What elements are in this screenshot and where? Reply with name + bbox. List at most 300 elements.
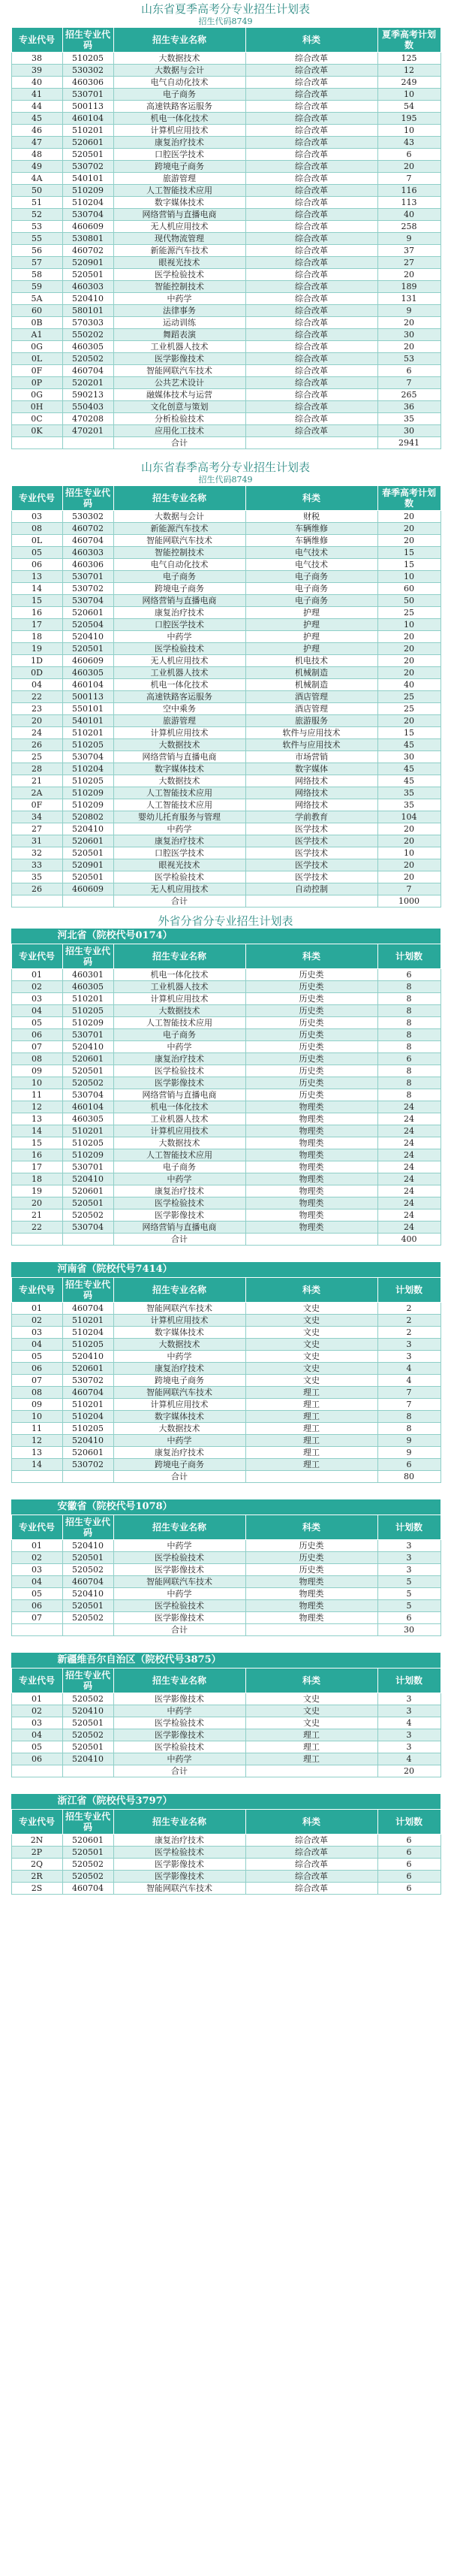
province-band: 安徽省（院校代号1078） (11, 1499, 440, 1514)
table-cell: 510205 (62, 53, 113, 65)
table-cell: 460104 (62, 679, 113, 691)
table-cell (62, 1624, 113, 1636)
plan-table (11, 485, 441, 907)
table-cell: 24 (377, 1173, 440, 1185)
table-cell: 人工智能技术应用 (113, 799, 245, 811)
table-cell: 28 (11, 763, 62, 775)
table-cell: 460704 (62, 535, 113, 547)
table-cell: 10 (377, 619, 440, 631)
table-cell: 510205 (62, 775, 113, 787)
table-cell: 大数据技术 (113, 775, 245, 787)
table-row (11, 1717, 440, 1729)
table-cell: 中药学 (113, 1041, 245, 1053)
table-cell: 60 (377, 583, 440, 595)
table-cell: 康复治疗技术 (113, 835, 245, 847)
table-cell: 财税 (245, 511, 377, 523)
table-header-row (11, 28, 440, 53)
table-cell: 新能源汽车技术 (113, 523, 245, 535)
table-cell: 04 (11, 679, 62, 691)
table-row (11, 631, 440, 643)
table-row (11, 125, 440, 137)
table-cell: 医学影像技术 (113, 1729, 245, 1741)
table-cell: 理工 (245, 1459, 377, 1471)
table-cell: 中药学 (113, 1753, 245, 1765)
column-header: 招生专业名称 (113, 1669, 245, 1693)
table-cell: 9 (377, 305, 440, 317)
table-cell: 520501 (62, 149, 113, 161)
table-cell (11, 437, 62, 449)
table-row (11, 221, 440, 233)
table-cell: 康复治疗技术 (113, 1363, 245, 1375)
table-cell: 8 (377, 1065, 440, 1077)
table-cell: 460303 (62, 547, 113, 559)
table-header-row (11, 1278, 440, 1303)
table-cell (62, 895, 113, 907)
section-title: 山东省夏季高考分专业招生计划表 (140, 2, 310, 16)
table-cell: 2941 (377, 437, 440, 449)
table-cell: 文史 (245, 1327, 377, 1339)
column-header: 专业代号 (11, 1810, 62, 1835)
table-cell: 工业机器人技术 (113, 1113, 245, 1125)
table-cell: 07 (11, 1612, 62, 1624)
table-cell: 520502 (62, 1077, 113, 1089)
table-cell: 历史类 (245, 969, 377, 981)
table-cell: 3 (377, 1540, 440, 1552)
sections-container (0, 2, 451, 1895)
table-cell: 综合改革 (245, 173, 377, 185)
table-cell: 520601 (62, 607, 113, 619)
table-row (11, 113, 440, 125)
table-cell: 历史类 (245, 1041, 377, 1053)
table-row (11, 1197, 440, 1209)
table-cell: 酒店管理 (245, 703, 377, 715)
table-header-row (11, 944, 440, 969)
table-cell: 510209 (62, 787, 113, 799)
table-cell: 合计 (113, 1765, 245, 1777)
table-row (11, 1041, 440, 1053)
table-cell: 综合改革 (245, 77, 377, 89)
table-cell: 01 (11, 1540, 62, 1552)
table-cell: 中药学 (113, 823, 245, 835)
table-cell (62, 1765, 113, 1777)
table-cell: 智能控制技术 (113, 281, 245, 293)
table-cell: 大数据技术 (113, 1423, 245, 1435)
table-cell: 物理类 (245, 1125, 377, 1137)
table-row (11, 607, 440, 619)
table-cell: 520501 (62, 643, 113, 655)
table-cell: 6 (377, 1859, 440, 1871)
table-cell: 520410 (62, 631, 113, 643)
table-row (11, 1459, 440, 1471)
table-cell: 20 (377, 523, 440, 535)
table-cell: 460704 (62, 1303, 113, 1315)
column-header: 专业代号 (11, 944, 62, 969)
table-row (11, 413, 440, 425)
table-cell: 45 (377, 763, 440, 775)
table-cell: 理工 (245, 1387, 377, 1399)
table-cell: 530302 (62, 511, 113, 523)
column-header: 科类 (245, 1810, 377, 1835)
table-cell: 新能源汽车技术 (113, 245, 245, 257)
table-cell: 2Q (11, 1859, 62, 1871)
table-cell: 520601 (62, 1053, 113, 1065)
table-cell: 物理类 (245, 1209, 377, 1222)
table-cell: 理工 (245, 1399, 377, 1411)
table-cell: 医学检验技术 (113, 269, 245, 281)
table-cell: 数字媒体技术 (113, 197, 245, 209)
table-cell: 07 (11, 1041, 62, 1053)
table-row (11, 1089, 440, 1101)
table-cell: 8 (377, 1411, 440, 1423)
table-cell: 57 (11, 257, 62, 269)
table-cell: 学前教育 (245, 811, 377, 823)
table-row (11, 667, 440, 679)
table-cell: 综合改革 (245, 281, 377, 293)
table-cell: 综合改革 (245, 305, 377, 317)
table-cell: 20 (377, 715, 440, 727)
table-cell: 数字媒体 (245, 763, 377, 775)
table-row (11, 993, 440, 1005)
table-row (11, 511, 440, 523)
table-cell: 口腔医学技术 (113, 149, 245, 161)
table-cell: 4 (377, 1363, 440, 1375)
table-cell: 510201 (62, 1125, 113, 1137)
table-cell: 中药学 (113, 1588, 245, 1600)
table-cell: 综合改革 (245, 233, 377, 245)
table-cell: 58 (11, 269, 62, 281)
table-cell: 旅游管理 (113, 715, 245, 727)
table-cell: 20 (377, 535, 440, 547)
table-cell: 大数据技术 (113, 1005, 245, 1017)
table-cell: 综合改革 (245, 221, 377, 233)
table-cell: 520501 (62, 1717, 113, 1729)
table-cell: 法律事务 (113, 305, 245, 317)
table-cell: 25 (377, 607, 440, 619)
table-cell: 8 (377, 1041, 440, 1053)
column-header: 专业代号 (11, 28, 62, 53)
table-cell: 医学影像技术 (113, 1564, 245, 1576)
table-cell: 02 (11, 1705, 62, 1717)
table-cell: 物理类 (245, 1588, 377, 1600)
table-cell: 大数据技术 (113, 53, 245, 65)
plan-table (11, 944, 441, 1246)
table-cell: 工业机器人技术 (113, 341, 245, 353)
table-cell: 综合改革 (245, 101, 377, 113)
table-row (11, 1053, 440, 1065)
table-row (11, 619, 440, 631)
table-cell: 综合改革 (245, 329, 377, 341)
table-cell: 510201 (62, 993, 113, 1005)
table-cell: 530701 (62, 89, 113, 101)
table-cell: 4 (377, 1717, 440, 1729)
table-header-row (11, 1669, 440, 1693)
table-cell: 520502 (62, 1209, 113, 1222)
table-row (11, 1447, 440, 1459)
table-cell: 56 (11, 245, 62, 257)
table-cell: 530302 (62, 65, 113, 77)
table-cell: 48 (11, 149, 62, 161)
table-cell: 中药学 (113, 631, 245, 643)
table-cell: 跨境电子商务 (113, 583, 245, 595)
table-cell: 综合改革 (245, 389, 377, 401)
table-cell: 电气自动化技术 (113, 559, 245, 571)
table-row (11, 1065, 440, 1077)
table-cell: 无人机应用技术 (113, 655, 245, 667)
table-cell: 物理类 (245, 1197, 377, 1209)
column-header: 招生专业名称 (113, 28, 245, 53)
table-row (11, 739, 440, 751)
column-header: 专业代号 (11, 486, 62, 511)
table-cell: 综合改革 (245, 137, 377, 149)
table-cell: 08 (11, 1053, 62, 1065)
table-cell: 460104 (62, 1101, 113, 1113)
section-3 (11, 1262, 440, 1483)
table-cell: 物理类 (245, 1101, 377, 1113)
table-cell: 520502 (62, 1729, 113, 1741)
table-cell: 30 (377, 751, 440, 763)
table-cell: 10 (11, 1077, 62, 1089)
table-row (11, 547, 440, 559)
table-cell: 460704 (62, 1387, 113, 1399)
table-cell: 电子商务 (113, 1161, 245, 1173)
table-cell: 520410 (62, 1753, 113, 1765)
table-cell: 8 (377, 1029, 440, 1041)
table-cell: 520410 (62, 1041, 113, 1053)
table-cell: 520601 (62, 835, 113, 847)
table-cell: 历史类 (245, 1089, 377, 1101)
table-cell: 3 (377, 1351, 440, 1363)
table-cell: 530701 (62, 1161, 113, 1173)
column-header: 科类 (245, 1669, 377, 1693)
table-cell: 中药学 (113, 1705, 245, 1717)
section-title: 山东省春季高考分专业招生计划表 (140, 461, 310, 474)
table-cell: 电气技术 (245, 559, 377, 571)
table-cell: 跨境电子商务 (113, 161, 245, 173)
table-cell: 20 (377, 859, 440, 871)
table-cell: 物理类 (245, 1600, 377, 1612)
table-cell: 电子商务 (245, 571, 377, 583)
table-cell: 8 (377, 1089, 440, 1101)
table-cell: 机电一体化技术 (113, 113, 245, 125)
table-cell: 46 (11, 125, 62, 137)
table-cell: 综合改革 (245, 161, 377, 173)
table-cell: 460702 (62, 245, 113, 257)
table-cell: 20 (377, 823, 440, 835)
table-cell: 历史类 (245, 981, 377, 993)
table-cell: 中药学 (113, 1351, 245, 1363)
table-cell: 数字媒体技术 (113, 763, 245, 775)
table-cell: 5 (377, 1588, 440, 1600)
table-cell: 综合改革 (245, 65, 377, 77)
table-row (11, 823, 440, 835)
table-cell: 20 (377, 643, 440, 655)
table-cell: 25 (377, 703, 440, 715)
section-subtitle: 招生代码8749 (198, 475, 253, 485)
table-cell: 综合改革 (245, 257, 377, 269)
table-cell: 03 (11, 1717, 62, 1729)
table-cell: 护理 (245, 643, 377, 655)
table-cell: A1 (11, 329, 62, 341)
table-cell: 无人机应用技术 (113, 883, 245, 895)
table-cell: 智能网联汽车技术 (113, 1387, 245, 1399)
table-cell: 市场营销 (245, 751, 377, 763)
province-band: 浙江省（院校代号3797） (11, 1794, 440, 1809)
table-cell: 01 (11, 1303, 62, 1315)
table-cell: 工业机器人技术 (113, 981, 245, 993)
table-cell (11, 1471, 62, 1483)
table-cell: 婴幼儿托育服务与管理 (113, 811, 245, 823)
table-cell: 20 (11, 715, 62, 727)
table-cell: 500113 (62, 101, 113, 113)
column-header: 科类 (245, 486, 377, 511)
table-cell: 540101 (62, 715, 113, 727)
table-cell: 14 (11, 1125, 62, 1137)
table-row (11, 571, 440, 583)
table-cell: 网络营销与直播电商 (113, 209, 245, 221)
table-cell: 医学检验技术 (113, 1552, 245, 1564)
table-cell: 历史类 (245, 993, 377, 1005)
table-cell: 520502 (62, 1693, 113, 1705)
table-cell: 520502 (62, 1612, 113, 1624)
table-cell: 520410 (62, 1705, 113, 1717)
table-cell: 网络营销与直播电商 (113, 751, 245, 763)
table-cell: 510201 (62, 125, 113, 137)
table-cell: 04 (11, 1729, 62, 1741)
table-cell: 550403 (62, 401, 113, 413)
table-cell: 0B (11, 317, 62, 329)
table-cell: 530702 (62, 161, 113, 173)
table-cell: 合计 (113, 1234, 245, 1246)
table-cell: 06 (11, 1363, 62, 1375)
table-cell: 15 (11, 595, 62, 607)
table-cell: 1000 (377, 895, 440, 907)
table-cell: 27 (11, 823, 62, 835)
table-row (11, 969, 440, 981)
table-cell: 02 (11, 1315, 62, 1327)
table-cell: 高速铁路客运服务 (113, 101, 245, 113)
table-cell: 车辆维修 (245, 535, 377, 547)
table-cell: 文史 (245, 1375, 377, 1387)
table-cell: 电子商务 (245, 595, 377, 607)
table-cell: 中药学 (113, 1173, 245, 1185)
table-cell: 综合改革 (245, 1835, 377, 1847)
table-cell: 520410 (62, 1540, 113, 1552)
table-cell: 11 (11, 1423, 62, 1435)
table-cell: 38 (11, 53, 62, 65)
table-cell: 人工智能技术应用 (113, 787, 245, 799)
table-cell: 460702 (62, 523, 113, 535)
column-header: 招生专业名称 (113, 1278, 245, 1303)
table-cell: 470208 (62, 413, 113, 425)
table-row (11, 1303, 440, 1315)
table-row (11, 233, 440, 245)
table-cell: 34 (11, 811, 62, 823)
table-cell: 258 (377, 221, 440, 233)
table-cell: 物理类 (245, 1173, 377, 1185)
table-cell: 6 (377, 1459, 440, 1471)
table-header-row (11, 1810, 440, 1835)
column-header: 计划数 (377, 1515, 440, 1540)
table-row (11, 197, 440, 209)
table-cell: 460301 (62, 969, 113, 981)
table-cell: 35 (11, 871, 62, 883)
table-cell: 40 (377, 209, 440, 221)
table-row (11, 1859, 440, 1871)
table-cell: 舞蹈表演 (113, 329, 245, 341)
table-row (11, 787, 440, 799)
table-cell: 医学检验技术 (113, 643, 245, 655)
table-cell: 590213 (62, 389, 113, 401)
table-cell: 460609 (62, 655, 113, 667)
table-cell: 249 (377, 77, 440, 89)
column-header: 计划数 (377, 944, 440, 969)
table-cell: 大数据与会计 (113, 511, 245, 523)
table-cell: 32 (11, 847, 62, 859)
table-cell: 康复治疗技术 (113, 1053, 245, 1065)
table-cell: 35 (377, 787, 440, 799)
table-cell: 综合改革 (245, 209, 377, 221)
table-cell: 55 (11, 233, 62, 245)
table-row (11, 1387, 440, 1399)
table-cell: 44 (11, 101, 62, 113)
table-cell: 口腔医学技术 (113, 619, 245, 631)
table-cell: 15 (377, 547, 440, 559)
column-header: 招生专业名称 (113, 486, 245, 511)
table-cell: 27 (377, 257, 440, 269)
column-header: 招生专业代码 (62, 1669, 113, 1693)
table-cell: 510204 (62, 1327, 113, 1339)
table-cell: 3 (377, 1693, 440, 1705)
table-cell: 综合改革 (245, 377, 377, 389)
total-row (11, 895, 440, 907)
table-row (11, 679, 440, 691)
table-row (11, 401, 440, 413)
province-band: 河南省（院校代号7414） (11, 1262, 440, 1277)
table-cell: 520501 (62, 1552, 113, 1564)
table-cell: 综合改革 (245, 1859, 377, 1871)
table-cell: 理工 (245, 1741, 377, 1753)
table-cell: 460704 (62, 1576, 113, 1588)
table-cell: 520901 (62, 257, 113, 269)
table-row (11, 727, 440, 739)
table-cell: 融媒体技术与运营 (113, 389, 245, 401)
table-cell: 2 (377, 1303, 440, 1315)
table-cell: 14 (11, 583, 62, 595)
table-cell: 50 (11, 185, 62, 197)
table-cell: 历史类 (245, 1564, 377, 1576)
table-cell: 3 (377, 1741, 440, 1753)
table-cell: 文史 (245, 1339, 377, 1351)
table-cell: 理工 (245, 1411, 377, 1423)
table-cell (245, 1624, 377, 1636)
table-cell: 电子商务 (113, 89, 245, 101)
table-cell (62, 437, 113, 449)
table-row (11, 161, 440, 173)
table-cell: 综合改革 (245, 341, 377, 353)
table-cell: 460305 (62, 341, 113, 353)
table-cell: 计算机应用技术 (113, 1315, 245, 1327)
table-cell: 历史类 (245, 1552, 377, 1564)
table-cell: 510205 (62, 1137, 113, 1149)
table-cell: 13 (11, 1447, 62, 1459)
table-cell: 医学影像技术 (113, 353, 245, 365)
table-cell: 3 (377, 1564, 440, 1576)
table-cell: 电气自动化技术 (113, 77, 245, 89)
table-cell: 综合改革 (245, 353, 377, 365)
table-cell: 113 (377, 197, 440, 209)
column-header: 招生专业代码 (62, 944, 113, 969)
table-cell: 520601 (62, 1447, 113, 1459)
